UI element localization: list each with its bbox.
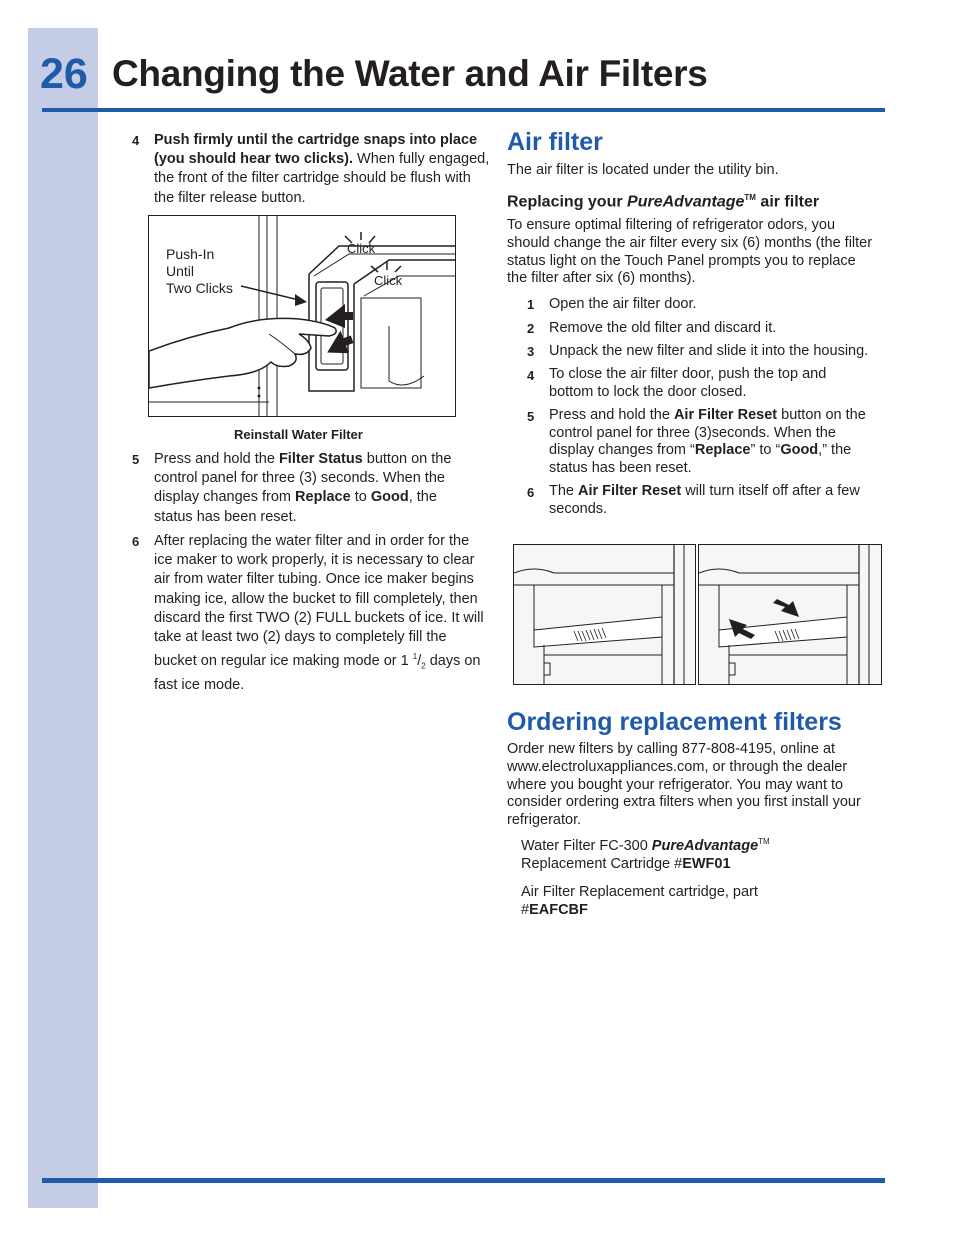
- step-text: Open the air filter door.: [549, 296, 697, 312]
- ordering-heading: Ordering replacement filters: [507, 708, 842, 736]
- step-text: Remove the old filter and discard it.: [549, 320, 777, 336]
- step-text: After replacing the water filter and in order for the ice maker to work properly, it is necessary to clear air from water filter tubing. Once ice maker begins making ice, allow the bucket to fill completely, then discard the first TWO (2) FULL buckets of ice. It will take at least two (2) days to completely fill the bucket on regular ice making mode or 1 $^1/_2$ days on fast ice mode.: [154, 533, 484, 694]
- step-number: 2: [527, 321, 535, 336]
- click-label-1: Click: [347, 241, 376, 256]
- step-text: The Air Filter Reset will turn itself off after a few seconds.: [549, 483, 860, 517]
- air-filter-intro: The air filter is located under the utility bin.: [507, 162, 779, 178]
- step-text: Press and hold the Filter Status button on the control panel for three (3) seconds. When the display changes from Replace to Good, the status has been reset.: [154, 451, 452, 525]
- step-number: 5: [132, 452, 140, 467]
- step-text: Unpack the new filter and slide it into the housing.: [549, 343, 869, 359]
- reinstall-water-filter-figure: [148, 215, 456, 417]
- air-filter-order-info: Air Filter Replacement cartridge, part #EAFCBF: [521, 884, 758, 918]
- step-number: 5: [527, 409, 535, 424]
- water-filter-order-info: Water Filter FC-300 PureAdvantage™ Replacement Cartridge #EWF01: [521, 837, 770, 872]
- figure-label: Push-In Until Two Clicks: [166, 246, 233, 296]
- step-text: Press and hold the Air Filter Reset button on the control panel for three (3)seconds. When the display changes from “Replace” to “Good,” the status has been reset.: [549, 407, 866, 476]
- air-filter-heading: Air filter: [507, 128, 603, 156]
- air-filter-paragraph: To ensure optimal filtering of refrigerator odors, you should change the air filter every six (6) months (the filter status light on the Touch Panel prompts you to replace the filter after six (6) months).: [507, 217, 873, 287]
- replacing-air-filter-subheading: Replacing your PureAdvantage™ air filter: [507, 193, 820, 211]
- ordering-paragraph: Order new filters by calling 877-808-4195, online at www.electroluxappliances.com, or through the dealer where you bought your refrigerator. You may want to consider ordering extra filters when you first install your refrigerator.: [507, 741, 861, 829]
- figure-caption: Reinstall Water Filter: [234, 427, 363, 442]
- step-number: 6: [527, 485, 535, 500]
- header-rule: [42, 108, 885, 112]
- click-label-2: Click: [374, 273, 403, 288]
- page-number: 26: [40, 50, 88, 98]
- footer-rule: [42, 1178, 885, 1183]
- air-filter-door-open-figure: [698, 544, 882, 685]
- step-text: To close the air filter door, push the top and bottom to lock the door closed.: [549, 366, 827, 400]
- sidebar-band: [28, 28, 98, 1208]
- step-number: 4: [527, 368, 535, 383]
- step-number: 3: [527, 344, 535, 359]
- step-number: 1: [527, 297, 535, 312]
- step-text: Push firmly until the cartridge snaps into place (you should hear two clicks). When fully engaged, the front of the filter cartridge should be flush with the filter release button.: [154, 132, 490, 206]
- air-filter-door-closed-figure: [513, 544, 696, 685]
- step-number: 4: [132, 133, 140, 148]
- step-number: 6: [132, 534, 140, 549]
- page-title: Changing the Water and Air Filters: [112, 53, 708, 94]
